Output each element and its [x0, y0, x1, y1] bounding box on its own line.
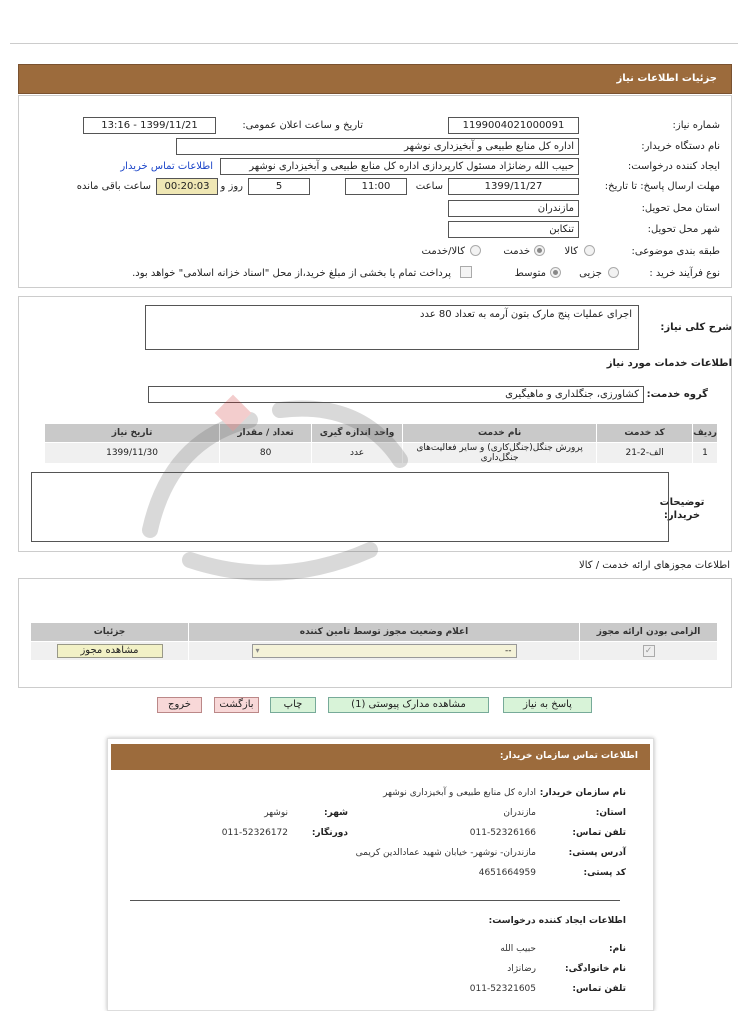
creator-info-title: اطلاعات ایجاد کننده درخواست:: [488, 916, 626, 926]
permit-required-checkbox: ✓: [643, 645, 655, 657]
buyer-contact-link[interactable]: اطلاعات تماس خریدار: [120, 161, 213, 172]
need-number-field: 1199004021000091: [448, 117, 579, 134]
print-button[interactable]: چاپ: [270, 697, 316, 713]
province-label: استان محل تحویل:: [641, 203, 720, 214]
permit-status-value: --: [505, 646, 512, 656]
col-service-name: نام خدمت: [403, 424, 597, 443]
remaining-time-field: 00:20:03: [156, 178, 218, 195]
contact-city-label: شهر:: [324, 808, 348, 818]
watermark-logo: [130, 380, 430, 610]
creator-name-value: حبیب الله: [500, 944, 536, 954]
category-option-both: کالا/خدمت: [421, 246, 465, 257]
category-radio-service[interactable]: [534, 245, 545, 256]
treasury-checkbox[interactable]: [460, 266, 472, 278]
process-option-medium: متوسط: [514, 268, 546, 279]
process-radio-medium[interactable]: [550, 267, 561, 278]
creator-family-label: نام خانوادگی:: [564, 964, 626, 974]
permit-details-cell: [31, 642, 189, 661]
contact-phone-value: 011-52326166: [469, 828, 536, 838]
process-label: نوع فرآیند خرید :: [649, 268, 720, 279]
exit-button[interactable]: خروج: [157, 697, 202, 713]
back-button[interactable]: بازگشت: [214, 697, 259, 713]
deadline-date-field: 1399/11/27: [448, 178, 579, 195]
deadline-label: مهلت ارسال پاسخ: تا تاریخ:: [604, 181, 720, 192]
contact-city-value: نوشهر: [264, 808, 288, 818]
permits-table: [30, 622, 718, 661]
contact-fax-label: دورنگار:: [311, 828, 348, 838]
creator-label: ایجاد کننده درخواست:: [627, 161, 720, 172]
contact-postal-label: کد پستی:: [583, 868, 626, 878]
col-need-date: تاریخ نیاز: [45, 424, 220, 443]
category-option-goods: کالا: [564, 246, 578, 257]
cell-unit: عدد: [312, 443, 403, 464]
col-permit-required: الزامی بودن ارائه مجوز: [580, 623, 718, 642]
contact-province-value: مازندران: [503, 808, 536, 818]
page-title: جزئیات اطلاعات نیاز: [616, 73, 717, 84]
city-label: شهر محل تحویل:: [647, 224, 720, 235]
creator-family-value: رضانژاد: [507, 964, 536, 974]
cell-service-name: پرورش جنگل(جنگل‌کاری) و سایر فعالیت‌های جنگل‌داری: [403, 443, 597, 464]
top-divider: [10, 43, 738, 44]
need-number-label: شماره نیاز:: [672, 120, 720, 131]
description-field: اجرای عملیات پنج مارک بتون آرمه به تعداد 80 عدد: [145, 305, 639, 350]
page-header: [18, 64, 732, 94]
col-service-code: کد خدمت: [597, 424, 693, 443]
table-row: [31, 642, 718, 661]
days-field: 5: [248, 178, 310, 195]
category-label: طبقه بندی موضوعی:: [631, 246, 720, 257]
col-permit-status: اعلام وضعیت مجوز توسط تامین کننده: [189, 623, 580, 642]
category-radio-both[interactable]: [470, 245, 481, 256]
announce-field: 1399/11/21 - 13:16: [83, 117, 216, 134]
contact-card-title: اطلاعات تماس سازمان خریدار:: [499, 751, 638, 761]
buyer-notes-label: توضیحات خریدار:: [659, 497, 705, 521]
contact-fax-value: 011-52326172: [221, 828, 288, 838]
col-permit-details: جزئیات: [31, 623, 189, 642]
buyer-org-field: اداره کل منابع طبیعی و آبخیزداری نوشهر: [176, 138, 579, 155]
col-row: ردیف: [693, 424, 718, 443]
category-radio-goods[interactable]: [584, 245, 595, 256]
city-field: تنکابن: [448, 221, 579, 238]
chevron-down-icon: ▾: [255, 646, 260, 655]
creator-name-label: نام:: [609, 944, 626, 954]
contact-postal-value: 4651664959: [478, 868, 536, 878]
permits-title: اطلاعات مجوزهای ارائه خدمت / کالا: [579, 560, 730, 571]
buyer-org-label: نام دستگاه خریدار:: [641, 141, 720, 152]
service-group-label: گروه خدمت:: [646, 389, 708, 400]
contact-address-label: آدرس پستی:: [568, 848, 626, 858]
days-label: روز و: [220, 181, 243, 192]
cell-row: 1: [693, 443, 718, 464]
permit-status-select[interactable]: [252, 644, 517, 658]
reply-button[interactable]: پاسخ به نیاز: [503, 697, 592, 713]
col-unit: واحد اندازه گیری: [312, 424, 403, 443]
category-option-service: خدمت: [503, 246, 530, 257]
permits-table-header: [31, 623, 718, 642]
deadline-time-label: ساعت: [415, 181, 443, 192]
payment-note: پرداخت تمام یا بخشی از مبلغ خرید،از محل "اسناد خزانه اسلامی" خواهد بود.: [132, 268, 451, 279]
remaining-label: ساعت باقی مانده: [76, 181, 151, 192]
cell-service-code: الف-2-21: [597, 443, 693, 464]
cell-quantity: 80: [220, 443, 312, 464]
permit-status-cell: [189, 642, 580, 661]
contact-card-header: [111, 744, 650, 770]
contact-org-label: نام سازمان خریدار:: [539, 788, 626, 798]
contact-province-label: استان:: [595, 808, 626, 818]
contact-divider: [130, 900, 620, 901]
col-quantity: تعداد / مقدار: [220, 424, 312, 443]
description-label: شرح کلی نیاز:: [660, 322, 732, 333]
announce-label: تاریخ و ساعت اعلان عمومی:: [242, 120, 363, 131]
creator-field: حبیب الله رضانژاد مسئول کارپردازی اداره کل منابع طبیعی و آبخیزداری نوشهر: [220, 158, 579, 175]
cell-need-date: 1399/11/30: [45, 443, 220, 464]
permit-required-cell: [580, 642, 718, 661]
contact-org-value: اداره کل منابع طبیعی و آبخیزداری نوشهر: [383, 788, 536, 798]
contact-address-value: مازندران- نوشهر- خیابان شهید عمادالدین کریمی: [355, 848, 536, 858]
services-section-title: اطلاعات خدمات مورد نیاز: [606, 358, 732, 369]
creator-phone-label: تلفن تماس:: [572, 984, 626, 994]
contact-phone-label: تلفن تماس:: [572, 828, 626, 838]
service-group-field: کشاورزی، جنگلداری و ماهیگیری: [148, 386, 644, 403]
province-field: مازندران: [448, 200, 579, 217]
attachments-button[interactable]: مشاهده مدارک پیوستی (1): [328, 697, 489, 713]
view-permit-button[interactable]: مشاهده مجوز: [57, 644, 163, 658]
creator-phone-value: 011-52321605: [469, 984, 536, 994]
process-option-minor: جزیی: [579, 268, 602, 279]
deadline-time-field: 11:00: [345, 178, 407, 195]
process-radio-minor[interactable]: [608, 267, 619, 278]
